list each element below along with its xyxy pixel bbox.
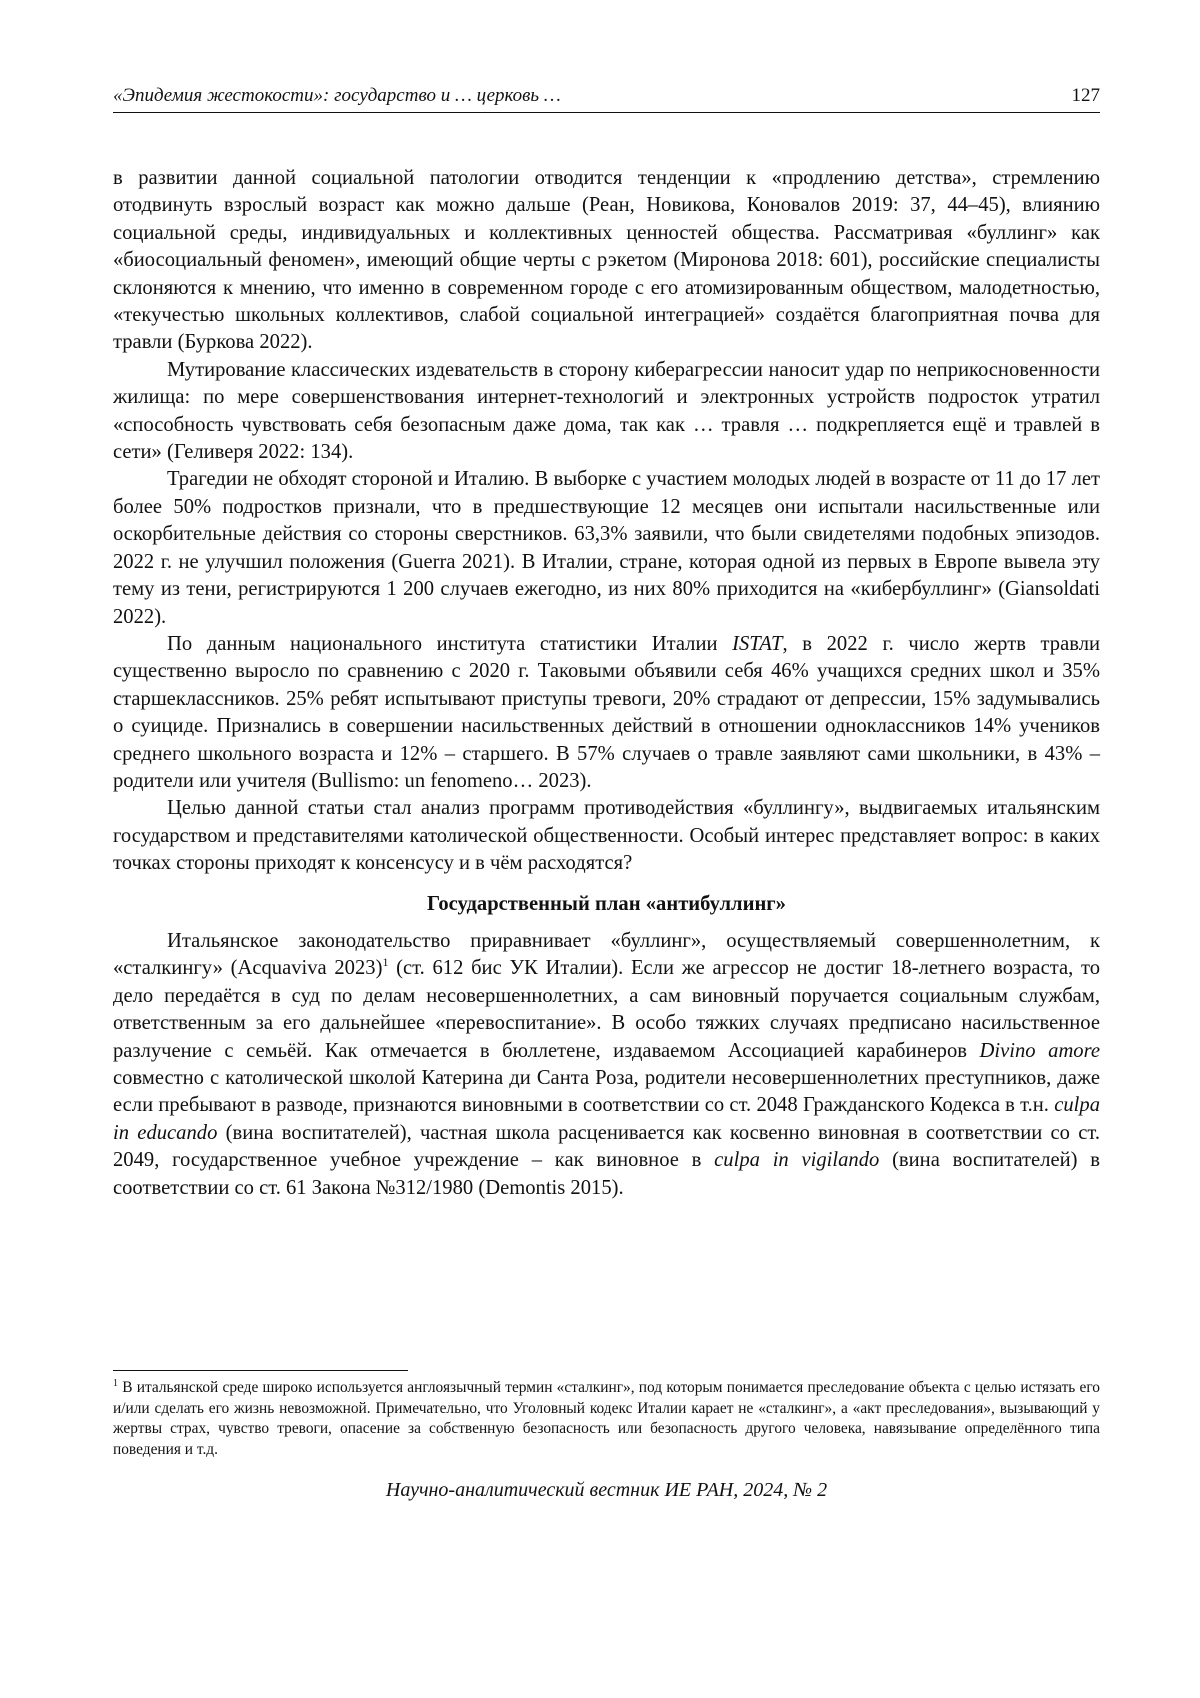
paragraph: Мутирование классических издевательств в сторону киберагрессии наносит удар по неприкосновенности жилища: по мере совершенствования интернет-технологий и электронных устройств подросток утратил «способность чувствовать себя безопасным даже дома, так как … травля … подкрепляется ещё и травлей в сети» (Геливеря 2022: 134). [113, 358, 1100, 464]
footnote [113, 1378, 1100, 1460]
text-run: (ст. 612 бис УК Италии). Если же агрессор не достиг 18-летнего возраста, то дело передаётся в суд по делам несовершеннолетних, а сам виновный поручается социальным службам, ответственным за его дальнейшее «перевоспитание». В особо тяжких случаях предписано насильственное разлучение с семьёй. Как отмечается в бюллетене, издаваемом Ассоциацией карабинеров [113, 957, 1100, 1062]
text-run: , в 2022 г. число жертв травли существенно выросло по сравнению с 2020 г. Таковыми объявили себя 46% учащихся средних школ и 35% старшеклассников. 25% ребят испытывают приступы тревоги, 20% страдают от депрессии, 15% задумывались о суициде. Признались в совершении насильственных действий в отношении одноклассников 14% учеников среднего школьного возраста и 12% – старшего. В 57% случаев о травле заявляют сами школьники, в 43% – родители или учителя (Bullismo: un fenomeno… 2023). [113, 632, 1100, 792]
page-number: 127 [1071, 85, 1100, 106]
paragraph: Трагедии не обходят стороной и Италию. В выборке с участием молодых людей в возрасте от 11 до 17 лет более 50% подростков признали, что в предшествующие 12 месяцев они испытали насильственные или оскорбительные действия со стороны сверстников. 63,3% заявили, что были свидетелями подобных эпизодов. 2022 г. не улучшил положения (Guerra 2021). В Италии, стране, которая одной из первых в Европе вывела эту тему из тени, регистрируются 1 200 случаев ежегодно, из них 80% приходится на «кибербуллинг» (Giansoldati 2022). [113, 468, 1100, 628]
paragraph: в развитии данной социальной патологии отводится тенденции к «продлению детства», стремлению отодвинуть взрослый возраст как можно дальше (Реан, Новикова, Коновалов 2019: 37, 44–45), влиянию социальной среды, индивидуальных и коллективных ценностей общества. Рассматривая «буллинг» как «биосоциальный феномен», имеющий общие черты с рэкетом (Миронова 2018: 601), российские специалисты склоняются к мнению, что именно в современном городе с его атомизированным обществом, малодетностью, «текучестью школьных коллективов, слабой социальной интеграцией» создаётся благоприятная почва для травли (Буркова 2022). [113, 167, 1100, 354]
header-divider [113, 112, 1100, 113]
italic-term: Divino amore [979, 1039, 1100, 1062]
italic-term: culpa in vigilando [714, 1149, 880, 1172]
footnote-divider [113, 1370, 408, 1371]
journal-footer: Научно-аналитический вестник ИЕ РАН, 2024, № 2 [385, 1479, 828, 1501]
article-body [113, 165, 1100, 1202]
text-run: (вина воспитателей), частная школа расценивается как косвенно виновная в соответствии со ст. 2049, государственное учебное учреждение – как виновное в [113, 1121, 1100, 1172]
paragraph: Целью данной статьи стал анализ программ противодействия «буллингу», выдвигаемых итальянским государством и представителями католической общественности. Особый интерес представляет вопрос: в каких точках стороны приходят к консенсусу и в чём расходятся? [113, 797, 1100, 875]
paragraph [113, 631, 1100, 795]
text-run: (вина воспитателей) в соответствии со ст. 61 Закона №312/1980 (Demontis 2015). [113, 1149, 1100, 1199]
italic-term: culpa in educando [113, 1094, 1100, 1144]
section-heading: Государственный план «антибуллинг» [427, 892, 786, 915]
running-header [113, 84, 1100, 108]
text-run: совместно с католической школой Катерина ди Санта Роза, родители несовершеннолетних преступников, даже если пребывают в разводе, признаются виновными в соответствии со ст. 2048 Гражданского Кодекса в т.н. [113, 1067, 1100, 1117]
footnote-text: В итальянской среде широко используется англоязычный термин «сталкинг», под которым понимается преследование объекта с целью истязать его и/или сделать его жизнь невозможной. Примечательно, что Уголовный кодекс Италии карает не «сталкинг», а «акт преследования», вызывающий у жертвы страх, чувство тревоги, опасение за собственную безопасность или безопасность другого человека, навязывание определённого типа поведения и т.д. [113, 1379, 1100, 1458]
text-run: По данным национального института статистики Италии [167, 632, 733, 655]
text-run: Итальянское законодательство приравнивает «буллинг», осуществляемый совершеннолетним, к «сталкингу» (Acquaviva 2023) [113, 929, 1100, 980]
paragraph [113, 928, 1100, 1202]
italic-term: ISTAT [732, 632, 783, 655]
running-title: «Эпидемия жестокости»: государство и … церковь … [113, 85, 561, 106]
footnote-reference[interactable]: 1 [382, 955, 389, 970]
footnote-marker: 1 [113, 1377, 118, 1389]
